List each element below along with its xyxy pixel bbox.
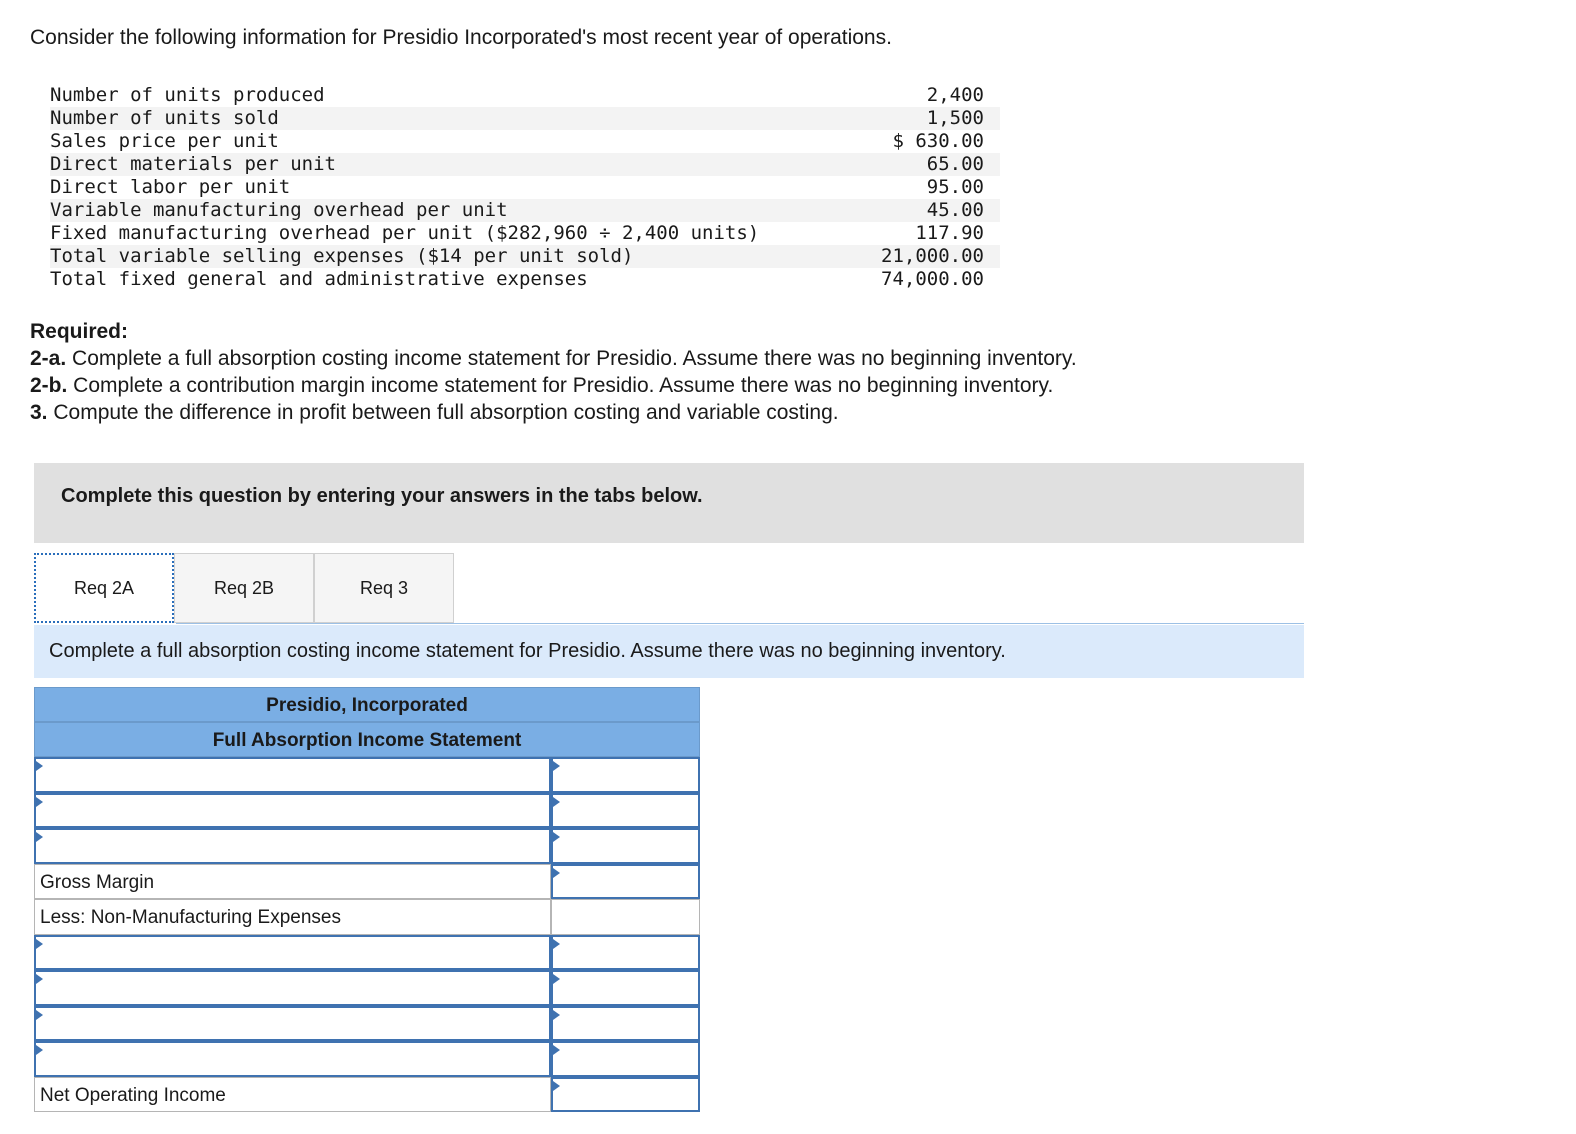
tab-req-2b[interactable]: Req 2B (174, 553, 314, 623)
row-value: 117.90 (915, 222, 984, 244)
table-row (34, 1041, 700, 1077)
non-manufacturing-label: Less: Non-Manufacturing Expenses (34, 899, 551, 935)
required-text: Complete a contribution margin income statement for Presidio. Assume there was no beginning inventory. (67, 374, 1054, 397)
table-row (34, 828, 700, 864)
table-row (50, 153, 1000, 176)
table-row (34, 757, 700, 793)
amount-input[interactable] (551, 757, 700, 793)
amount-input[interactable] (551, 1006, 700, 1042)
dropdown-arrow-icon (553, 939, 560, 949)
row-label: Number of units sold (50, 107, 279, 129)
income-statement (34, 687, 700, 1112)
required-section (30, 318, 1077, 426)
row-label: Direct materials per unit (50, 153, 336, 175)
row-label: Sales price per unit (50, 130, 279, 152)
table-row (50, 84, 1000, 107)
dropdown-arrow-icon (36, 761, 43, 771)
table-row (50, 176, 1000, 199)
row-value: 65.00 (926, 153, 984, 175)
table-row (34, 1077, 700, 1113)
dropdown-arrow-icon (553, 868, 560, 878)
row-label: Fixed manufacturing overhead per unit ($282,960 ÷ 2,400 units) (50, 222, 760, 244)
net-operating-income-label: Net Operating Income (34, 1077, 551, 1113)
table-row (50, 245, 1000, 268)
statement-title: Full Absorption Income Statement (34, 722, 700, 757)
required-text: Complete a full absorption costing income statement for Presidio. Assume there was no beginning inventory. (66, 347, 1077, 370)
dropdown-arrow-icon (36, 832, 43, 842)
amount-input[interactable] (551, 935, 700, 971)
row-value: $ 630.00 (892, 130, 984, 152)
empty-cell (551, 899, 700, 935)
amount-input[interactable] (551, 970, 700, 1006)
row-value: 45.00 (926, 199, 984, 221)
dropdown-arrow-icon (36, 1045, 43, 1055)
dropdown-arrow-icon (36, 939, 43, 949)
row-value: 74,000.00 (881, 268, 984, 290)
dropdown-arrow-icon (553, 761, 560, 771)
row-value: 2,400 (926, 84, 984, 106)
required-title: Required: (30, 320, 129, 343)
line-item-input[interactable] (34, 828, 551, 864)
amount-input[interactable] (551, 828, 700, 864)
row-label: Total fixed general and administrative expenses (50, 268, 588, 290)
tab-req-3[interactable]: Req 3 (314, 553, 454, 623)
table-row (34, 899, 700, 935)
tab-bar (34, 553, 454, 625)
row-label: Variable manufacturing overhead per unit (50, 199, 508, 221)
dropdown-arrow-icon (36, 797, 43, 807)
instruction-text: Complete a full absorption costing income statement for Presidio. Assume there was no beginning inventory. (49, 640, 1006, 662)
row-value: 95.00 (926, 176, 984, 198)
banner-text: Complete this question by entering your answers in the tabs below. (61, 485, 703, 507)
intro-text: Consider the following information for Presidio Incorporated's most recent year of operations. (30, 26, 892, 49)
data-table (50, 84, 1000, 291)
table-row (34, 864, 700, 900)
dropdown-arrow-icon (553, 832, 560, 842)
dropdown-arrow-icon (553, 974, 560, 984)
row-value: 1,500 (926, 107, 984, 129)
line-item-input[interactable] (34, 935, 551, 971)
row-label: Direct labor per unit (50, 176, 291, 198)
dropdown-arrow-icon (553, 1081, 560, 1091)
line-item-input[interactable] (34, 1041, 551, 1077)
dropdown-arrow-icon (36, 974, 43, 984)
table-row (50, 222, 1000, 245)
table-row (50, 107, 1000, 130)
instructions-banner (34, 463, 1304, 543)
company-name: Presidio, Incorporated (34, 687, 700, 722)
amount-input[interactable] (551, 1041, 700, 1077)
tab-divider (176, 623, 1304, 624)
row-label: Total variable selling expenses ($14 per unit sold) (50, 245, 634, 267)
dropdown-arrow-icon (36, 1010, 43, 1020)
row-label: Number of units produced (50, 84, 325, 106)
line-item-input[interactable] (34, 793, 551, 829)
table-row (50, 130, 1000, 153)
dropdown-arrow-icon (553, 1010, 560, 1020)
table-row (34, 793, 700, 829)
row-value: 21,000.00 (881, 245, 984, 267)
dropdown-arrow-icon (553, 1045, 560, 1055)
line-item-input[interactable] (34, 757, 551, 793)
required-text: Compute the difference in profit between full absorption costing and variable costing. (47, 401, 839, 424)
tab-instruction (34, 625, 1304, 678)
required-num: 3. (30, 401, 48, 424)
dropdown-arrow-icon (553, 797, 560, 807)
gross-margin-input[interactable] (551, 864, 700, 900)
gross-margin-label: Gross Margin (34, 864, 551, 900)
required-num: 2-a. (30, 347, 67, 370)
net-operating-income-input[interactable] (551, 1077, 700, 1113)
table-row (34, 1006, 700, 1042)
table-row (50, 199, 1000, 222)
tab-req-2a[interactable]: Req 2A (34, 553, 174, 623)
table-row (34, 935, 700, 971)
line-item-input[interactable] (34, 1006, 551, 1042)
amount-input[interactable] (551, 793, 700, 829)
table-row (34, 970, 700, 1006)
required-num: 2-b. (30, 374, 68, 397)
line-item-input[interactable] (34, 970, 551, 1006)
table-row (50, 268, 1000, 291)
